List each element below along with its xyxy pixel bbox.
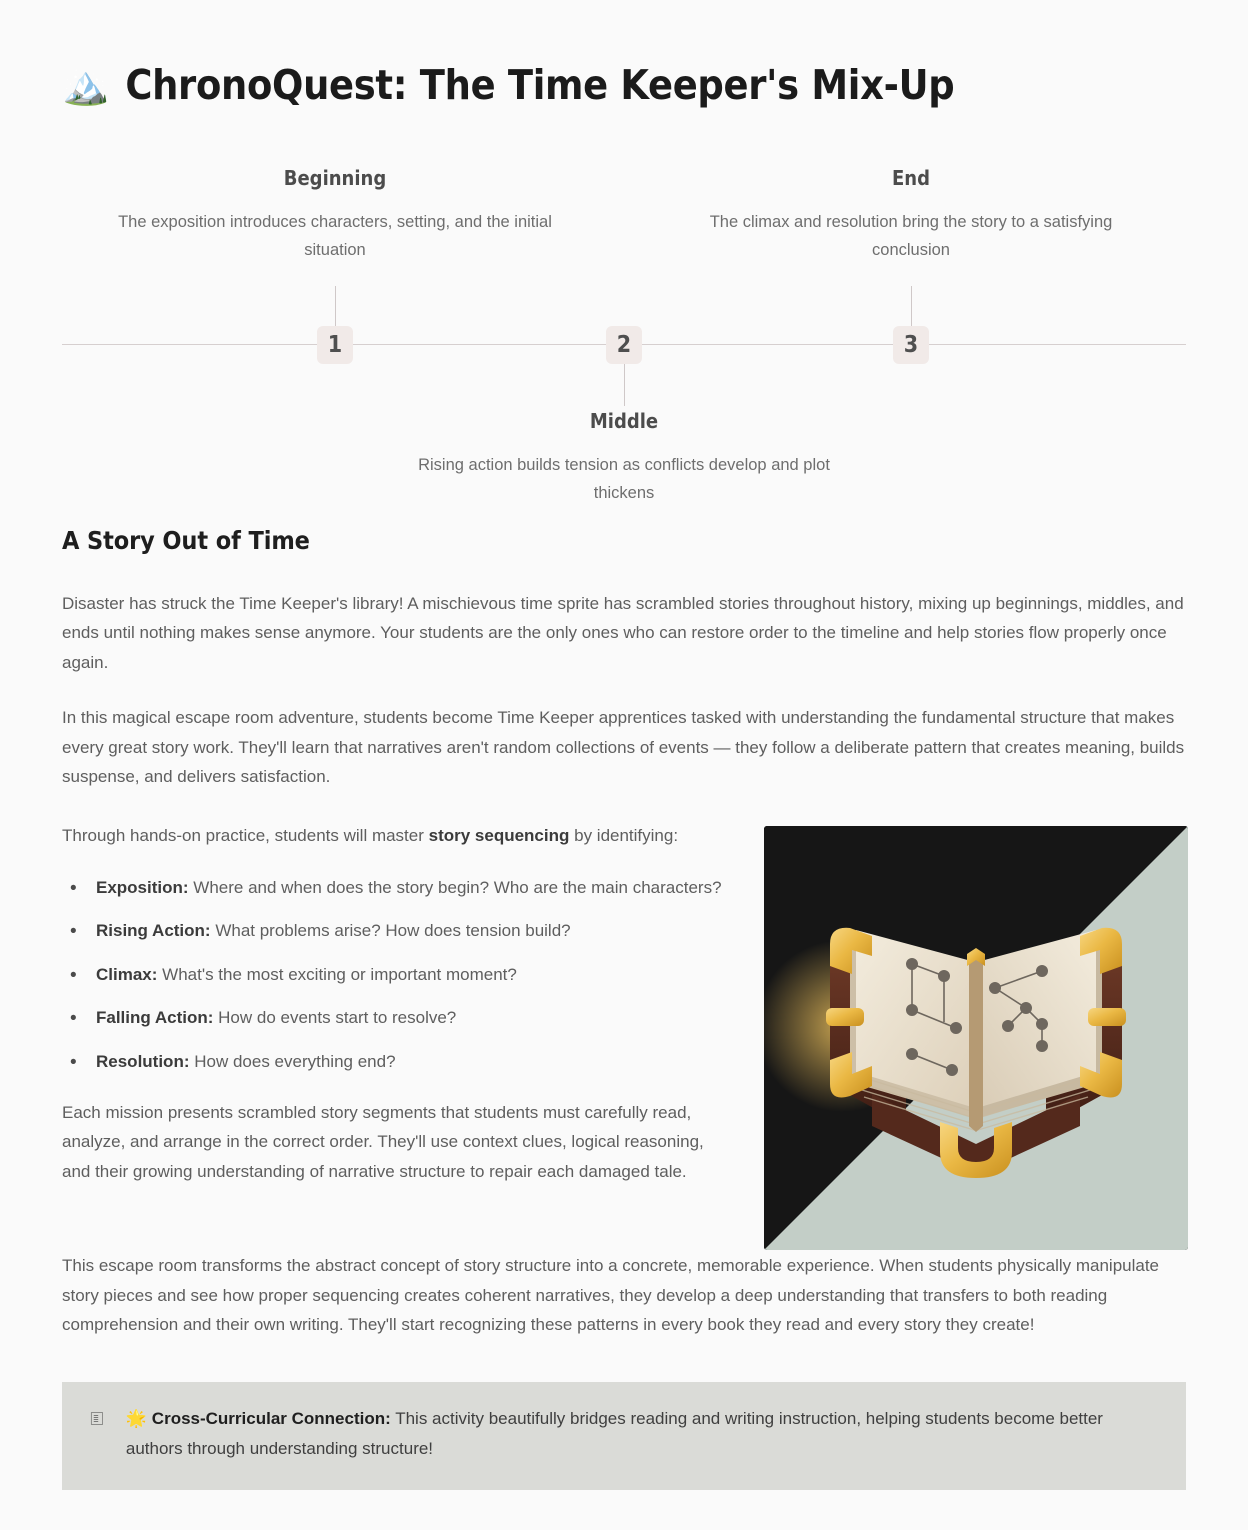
list-item bbox=[92, 916, 722, 945]
timeline-marker-2[interactable]: 2 bbox=[606, 326, 642, 364]
skills-intro-bold: story sequencing bbox=[428, 826, 570, 846]
mission-paragraph: Each mission presents scrambled story segments that students must carefully read, analyze, and arrange in the correct order. They'll use context clues, logical reasoning, and their growing understanding of narrative structure to repair each damaged tale. bbox=[62, 1102, 704, 1181]
timeline-description-1: The exposition introduces characters, setting, and the initial situation bbox=[118, 213, 552, 260]
open-book-constellation-illustration bbox=[764, 826, 1188, 1250]
timeline-entry-2 bbox=[389, 409, 859, 508]
list-item-text: How do events start to resolve? bbox=[213, 1008, 457, 1028]
glowing-star-emoji: 🌟 bbox=[125, 1408, 148, 1428]
story-structure-timeline bbox=[0, 166, 1248, 526]
page-title: ChronoQuest: The Time Keeper's Mix-Up bbox=[125, 61, 955, 110]
section-heading: A Story Out of Time bbox=[62, 526, 310, 556]
cross-curricular-callout bbox=[62, 1382, 1186, 1491]
timeline-marker-1[interactable]: 1 bbox=[317, 326, 353, 364]
page-header bbox=[0, 0, 1248, 136]
skills-column bbox=[62, 821, 722, 1186]
main-content bbox=[0, 526, 1248, 1340]
snow-capped-mountain-emoji: 🏔️ bbox=[62, 65, 110, 108]
timeline-entry-3 bbox=[676, 166, 1146, 265]
list-item bbox=[92, 960, 722, 989]
closing-paragraph: This escape room transforms the abstract concept of story structure into a concrete, memorable experience. When students physically manipulate story pieces and see how proper sequencing creates coherent narratives, they develop a deep understanding that transfers to both reading comprehension and their own writing. They'll start recognizing these patterns in every book they read and every story they create! bbox=[62, 1256, 1160, 1335]
timeline-stem-2 bbox=[624, 364, 625, 406]
skills-intro-before: Through hands-on practice, students will master bbox=[62, 826, 429, 846]
timeline-label-1: Beginning bbox=[283, 166, 387, 191]
timeline-marker-3[interactable]: 3 bbox=[893, 326, 929, 364]
callout-lead-label: Cross-Curricular Connection: bbox=[151, 1408, 391, 1428]
list-item bbox=[92, 1047, 722, 1076]
list-item-term: Climax: bbox=[96, 964, 158, 984]
list-item-text: How does everything end? bbox=[189, 1051, 396, 1071]
list-item-term: Exposition: bbox=[96, 877, 189, 897]
list-item-text: What's the most exciting or important moment? bbox=[157, 964, 517, 984]
callout-message: This activity beautifully bridges reading and writing instruction, helping students become better authors through understanding structure! bbox=[125, 1408, 1103, 1458]
list-item bbox=[92, 873, 722, 902]
timeline-label-2: Middle bbox=[589, 409, 659, 434]
list-item-term: Rising Action: bbox=[96, 921, 211, 941]
intro-paragraph-2: In this magical escape room adventure, students become Time Keeper apprentices tasked with understanding the fundamental structure that makes every great story work. They'll learn that narratives aren't random collections of events — they follow a deliberate pattern that creates meaning, builds suspense, and delivers satisfaction. bbox=[62, 708, 1185, 787]
timeline-stem-1 bbox=[335, 286, 336, 328]
intro-paragraph-1: Disaster has struck the Time Keeper's library! A mischievous time sprite has scrambled stories throughout history, mixing up beginnings, middles, and ends until nothing makes sense anymore. Your students are the only ones who can restore order to the timeline and help stories flow properly once again. bbox=[62, 594, 1184, 672]
story-element-list bbox=[62, 873, 722, 1076]
skills-intro bbox=[62, 821, 722, 850]
timeline-description-3: The climax and resolution bring the story to a satisfying conclusion bbox=[709, 213, 1113, 260]
list-item-term: Falling Action: bbox=[96, 1008, 214, 1028]
list-item-text: What problems arise? How does tension build? bbox=[210, 921, 571, 941]
timeline-stem-3 bbox=[911, 286, 912, 328]
timeline-entry-1 bbox=[100, 166, 570, 265]
list-item-text: Where and when does the story begin? Who are the main characters? bbox=[188, 877, 722, 897]
list-item bbox=[92, 1003, 722, 1032]
callout-body bbox=[126, 1404, 1158, 1465]
timeline-description-2: Rising action builds tension as conflicts develop and plot thickens bbox=[418, 456, 830, 503]
skills-intro-after: by identifying: bbox=[569, 826, 679, 846]
skills-and-figure-row bbox=[62, 821, 1186, 1251]
note-page-icon: 🗉 bbox=[90, 1408, 104, 1430]
timeline-label-3: End bbox=[892, 166, 930, 191]
list-item-term: Resolution: bbox=[96, 1051, 190, 1071]
